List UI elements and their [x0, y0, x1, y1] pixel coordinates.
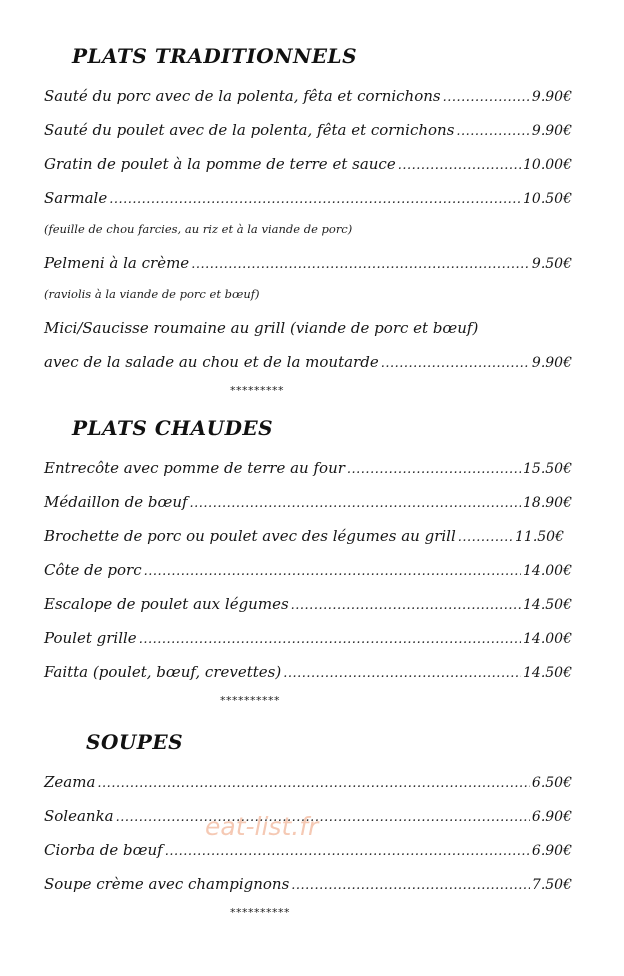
item-price: 6.90€ — [531, 809, 572, 825]
item-note: (raviolis à la viande de porc et bœuf) — [44, 287, 260, 301]
item-name: Pelmeni à la crème — [44, 254, 190, 272]
item-name: Sauté du porc avec de la polenta, fêta et cornichons — [44, 87, 441, 105]
item-name: Faitta (poulet, bœuf, crevettes) — [44, 663, 282, 681]
item-name: Côte de porc — [44, 561, 142, 579]
item-price: 10.00€ — [523, 157, 572, 173]
section-separator: ********* — [230, 384, 284, 397]
leader-dots — [443, 88, 530, 108]
item-price: 9.90€ — [531, 89, 572, 105]
item-price: 14.50€ — [523, 597, 572, 613]
item-name: avec de la salade au chou et de la moutarde — [44, 353, 379, 371]
leader-dots — [456, 122, 530, 142]
item-price: 11.50€ — [515, 529, 564, 545]
section-title-plats-traditionnels: PLATS TRADITIONNELS — [72, 44, 358, 68]
item-price: 15.50€ — [523, 461, 572, 477]
leader-dots — [291, 876, 530, 896]
leader-dots — [139, 630, 521, 650]
leader-dots — [283, 664, 521, 684]
item-price: 14.00€ — [523, 631, 572, 647]
leader-dots — [165, 842, 530, 862]
leader-dots — [398, 156, 521, 176]
leader-dots — [381, 354, 530, 374]
item-price: 14.00€ — [523, 563, 572, 579]
section-title-plats-chaudes: PLATS CHAUDES — [72, 416, 274, 440]
item-name: Sauté du poulet avec de la polenta, fêta et cornichons — [44, 121, 455, 139]
leader-dots — [190, 494, 521, 514]
item-name: Gratin de poulet à la pomme de terre et sauce — [44, 155, 396, 173]
item-price: 9.90€ — [531, 123, 572, 139]
leader-dots — [458, 528, 513, 548]
menu-item — [44, 874, 572, 896]
item-price: 18.90€ — [523, 495, 572, 511]
menu-item — [44, 352, 572, 374]
menu-item — [44, 594, 572, 616]
menu-item — [44, 772, 572, 794]
item-price: 7.50€ — [531, 877, 572, 893]
section-separator: ********** — [220, 694, 280, 707]
section-title-soupes: SOUPES — [86, 730, 184, 754]
watermark: eat-list.fr — [205, 812, 319, 841]
item-line: Mici/Saucisse roumaine au grill (viande de porc et bœuf) — [44, 319, 479, 337]
item-name: Brochette de porc ou poulet avec des légumes au grill — [44, 527, 456, 545]
leader-dots — [291, 596, 521, 616]
menu-item — [44, 526, 564, 548]
section-separator: ********** — [230, 906, 290, 919]
menu-item — [44, 560, 572, 582]
item-name: Sarmale — [44, 189, 108, 207]
menu-item — [44, 840, 572, 862]
menu-item — [44, 492, 572, 514]
item-name: Ciorba de bœuf — [44, 841, 163, 859]
leader-dots — [97, 774, 529, 794]
item-price: 9.90€ — [531, 355, 572, 371]
item-name: Escalope de poulet aux légumes — [44, 595, 289, 613]
menu-item — [44, 458, 572, 480]
item-name: Soleanka — [44, 807, 114, 825]
item-price: 10.50€ — [523, 191, 572, 207]
menu-item — [44, 628, 572, 650]
leader-dots — [109, 190, 521, 210]
item-name: Médaillon de bœuf — [44, 493, 188, 511]
item-price: 6.50€ — [531, 775, 572, 791]
item-name: Poulet grille — [44, 629, 137, 647]
leader-dots — [347, 460, 521, 480]
menu-item — [44, 188, 572, 210]
leader-dots — [116, 808, 530, 828]
menu-item — [44, 86, 572, 108]
item-price: 6.90€ — [531, 843, 572, 859]
item-name: Entrecôte avec pomme de terre au four — [44, 459, 345, 477]
item-note: (feuille de chou farcies, au riz et à la viande de porc) — [44, 222, 353, 236]
item-name: Zeama — [44, 773, 96, 791]
menu-item — [44, 253, 572, 275]
leader-dots — [191, 255, 530, 275]
menu-item — [44, 662, 572, 684]
menu-item — [44, 120, 572, 142]
item-price: 14.50€ — [523, 665, 572, 681]
menu-item — [44, 154, 572, 176]
leader-dots — [144, 562, 521, 582]
item-name: Soupe crème avec champignons — [44, 875, 290, 893]
item-price: 9.50€ — [531, 256, 572, 272]
